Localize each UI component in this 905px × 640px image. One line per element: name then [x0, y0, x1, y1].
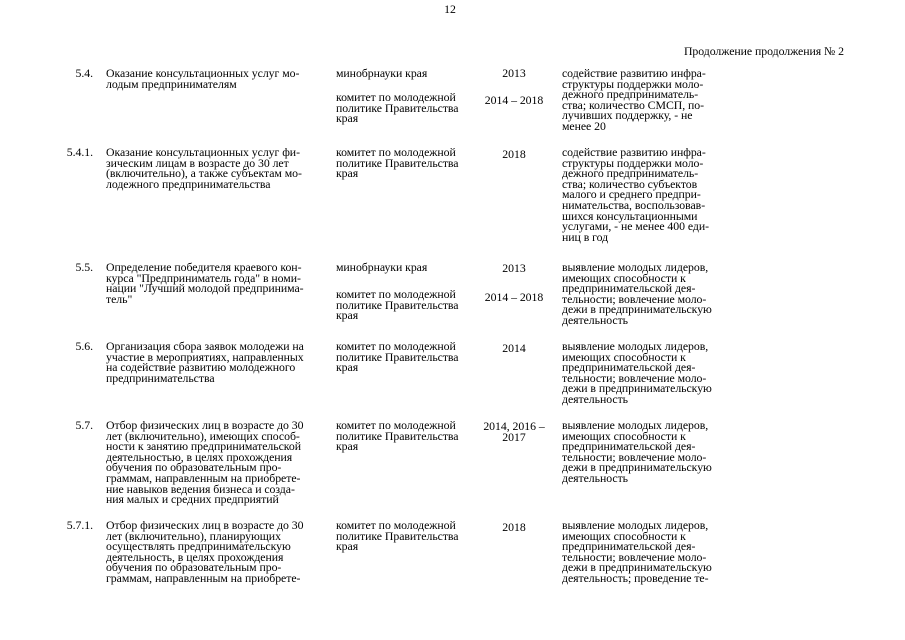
row-number: 5.7.: [75, 418, 93, 432]
row-description: Организация сбора заявок молодежи на участие в мероприятиях, направленных на содействие развитию молодежного предпринимательства: [106, 339, 304, 385]
row-number: 5.4.: [75, 66, 93, 80]
row-number: 5.5.: [75, 260, 93, 274]
row-number: 5.4.1.: [66, 145, 93, 159]
page-number: 12: [444, 2, 456, 16]
row-result: выявление молодых лидеров, имеющих способности к предпринимательской дея- тельности; вовлечение моло- дежи в предпринимательскую деятельность: [562, 418, 712, 485]
row-description: Определение победителя краевого кон- курса "Предприниматель года" в номи- нации "Лучший молодой предпринима- тель": [106, 260, 304, 306]
row-description: Отбор физических лиц в возрасте до 30 лет (включительно), планирующих осуществлять предпринимательскую деятельность, в целях прохождения обучения по образовательным про- граммам, направленным на приобрете-: [106, 518, 304, 585]
row-executor: комитет по молодежной политике Правительства края: [336, 518, 459, 554]
row-year: 2018: [502, 147, 526, 161]
row-result: выявление молодых лидеров, имеющих способности к предпринимательской дея- тельности; вовлечение моло- дежи в предпринимательскую деятельность: [562, 260, 712, 327]
row-executor: минобрнауки края: [336, 66, 428, 80]
row-description: Оказание консультационных услуг мо- лодым предпринимателям: [106, 66, 300, 91]
row-result: содействие развитию инфра- структуры поддержки моло- дежного предприниматель- ства; количество субъектов малого и среднего предпри- нимательства, воспользовав- шихся консультационными услугами, - не менее 400 еди- ниц в год: [562, 145, 710, 244]
row-result: выявление молодых лидеров, имеющих способности к предпринимательской дея- тельности; вовлечение моло- дежи в предпринимательскую деятельность: [562, 339, 712, 406]
row-executor: минобрнауки края: [336, 260, 428, 274]
row-year: 2014, 2016 – 2017: [483, 419, 545, 444]
row-description: Оказание консультационных услуг фи- зическим лицам в возрасте до 30 лет (включительно), а также субъектам мо- лодежного предпринимательства: [106, 145, 302, 191]
row-executor: комитет по молодежной политике Правительства края: [336, 145, 459, 181]
row-number: 5.6.: [75, 339, 93, 353]
row-year: 2013: [502, 261, 526, 275]
row-executor: комитет по молодежной политике Правительства края: [336, 418, 459, 454]
row-result: содействие развитию инфра- структуры поддержки моло- дежного предприниматель- ства; количество СМСП, по- лучивших поддержку, - не менее 20: [562, 66, 706, 133]
row-result: выявление молодых лидеров, имеющих способности к предпринимательской дея- тельности; вовлечение моло- дежи в предпринимательскую деятельность; проведение те-: [562, 518, 712, 585]
row-year: 2013: [502, 66, 526, 80]
row-executor: комитет по молодежной политике Правительства края: [336, 90, 459, 126]
row-year: 2018: [502, 520, 526, 534]
row-number: 5.7.1.: [66, 518, 93, 532]
row-year: 2014: [502, 341, 526, 355]
row-executor: комитет по молодежной политике Правительства края: [336, 339, 459, 375]
continuation-label: Продолжение продолжения № 2: [683, 44, 844, 58]
row-year: 2014 – 2018: [484, 93, 544, 107]
row-executor: комитет по молодежной политике Правительства края: [336, 287, 459, 323]
row-description: Отбор физических лиц в возрасте до 30 лет (включительно), имеющих способ- ности к занятию предпринимательской деятельностью, в целях прохождения обучения по образовательным про- граммам, направленным на приобрете- ние навыков ведения бизнеса и созда- ния малых и средних предприятий: [106, 418, 304, 507]
row-year: 2014 – 2018: [484, 290, 544, 304]
